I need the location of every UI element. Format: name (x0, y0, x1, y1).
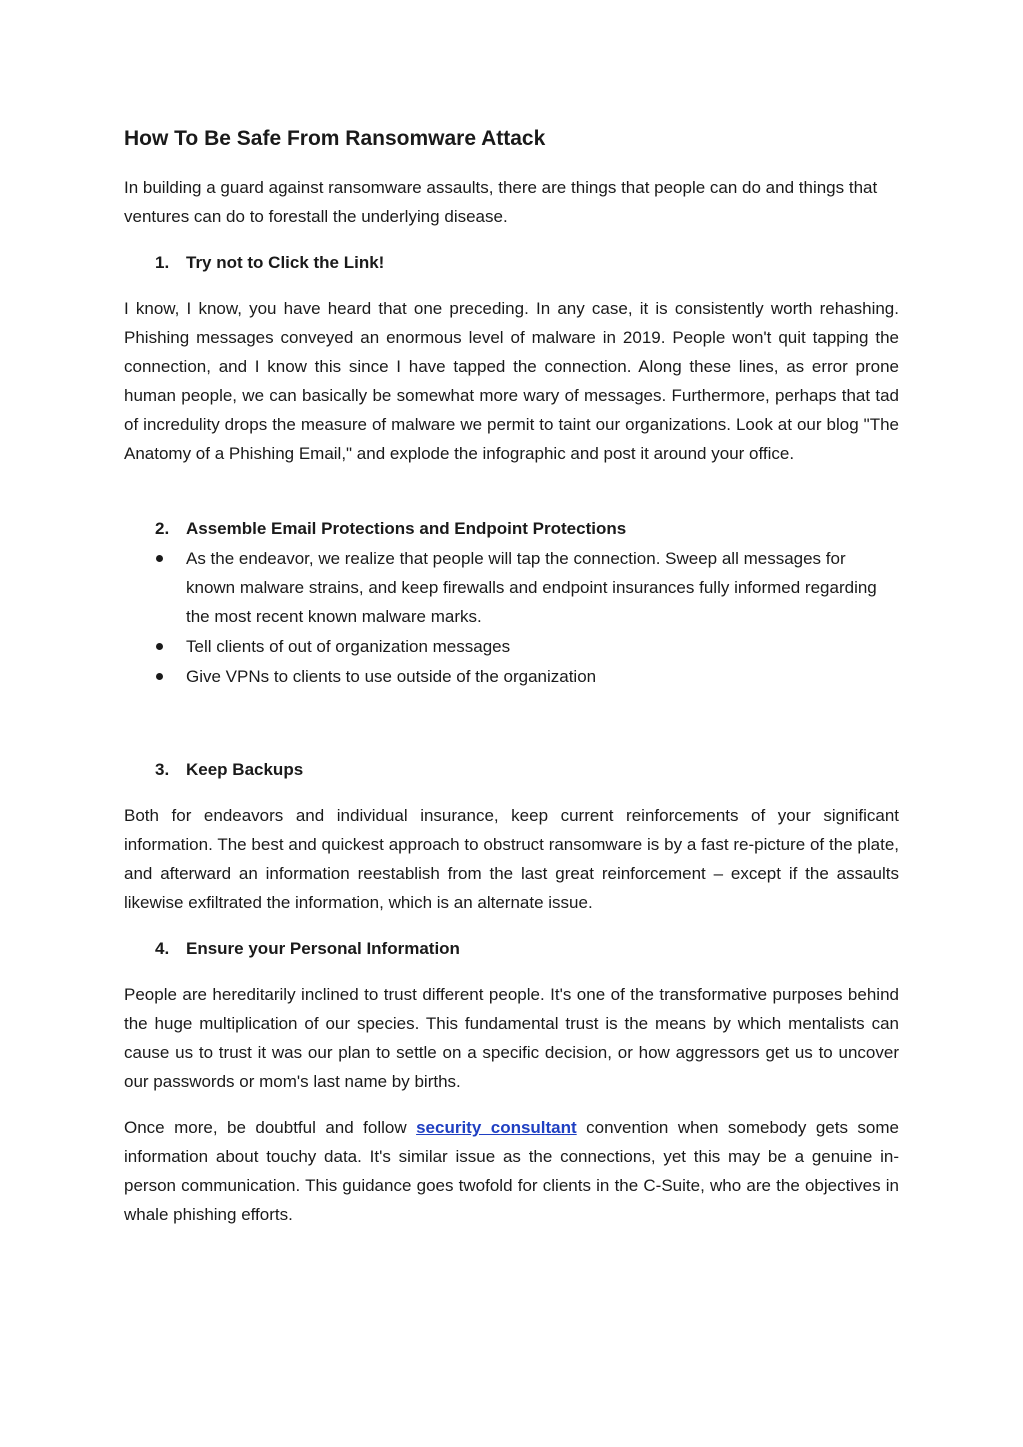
section-1-body: I know, I know, you have heard that one preceding. In any case, it is consistently worth rehashing. Phishing messages conveyed an enormous level of malware in 2019. People won't quit tapping the connection, and I know this since I have tapped the connection. Along these lines, as error prone human people, we can basically be somewhat more wary of messages. Furthermore, perhaps that tad of incredulity drops the measure of malware we permit to taint our organizations. Look at our blog "The Anatomy of a Phishing Email," and explode the infographic and post it around your office. (124, 299, 899, 463)
section-2-title: Assemble Email Protections and Endpoint Protections (186, 519, 627, 538)
list-item (124, 544, 899, 631)
section-4-title: Ensure your Personal Information (186, 939, 460, 958)
section-1-title: Try not to Click the Link! (186, 253, 385, 272)
section-4-closing-paragraph (124, 1113, 899, 1229)
bullet-icon (156, 673, 163, 680)
section-3-title: Keep Backups (186, 760, 304, 779)
list-item (124, 662, 899, 691)
closing-text-after: convention when somebody gets some information about touchy data. It's similar issue as the connections, yet this may be a genuine in-person communication. This guidance goes twofold for clients in the C-Suite, who are the objectives in whale phishing efforts. (124, 1118, 899, 1224)
bullet-text: Tell clients of out of organization messages (186, 637, 511, 656)
bullet-text: As the endeavor, we realize that people will tap the connection. Sweep all messages for known malware strains, and keep firewalls and endpoint insurances fully informed regarding the most recent known malware marks. (186, 549, 877, 626)
section-2-bullet-list (124, 544, 899, 692)
section-1-number: 1. (155, 253, 170, 272)
section-3-number: 3. (155, 760, 170, 779)
section-4-body: People are hereditarily inclined to trust different people. It's one of the transformative purposes behind the huge multiplication of our species. This fundamental trust is the means by which mentalists can cause us to trust it was our plan to settle on a specific decision, or how aggressors get us to uncover our passwords or mom's last name by births. (124, 985, 899, 1091)
intro-paragraph: In building a guard against ransomware assaults, there are things that people can do and things that ventures can do to forestall the underlying disease. (124, 178, 878, 226)
section-4-number: 4. (155, 939, 170, 958)
section-2-number: 2. (155, 519, 170, 538)
section-3-body: Both for endeavors and individual insurance, keep current reinforcements of your significant information. The best and quickest approach to obstruct ransomware is by a fast re-picture of the plate, and afterward an information reestablish from the last great reinforcement – except if the assaults likewise exfiltrated the information, which is an alternate issue. (124, 806, 899, 912)
security-consultant-link[interactable]: security consultant (416, 1118, 577, 1137)
list-item (124, 632, 899, 661)
bullet-icon (156, 643, 163, 650)
bullet-text: Give VPNs to clients to use outside of the organization (186, 667, 597, 686)
page-title: How To Be Safe From Ransomware Attack (124, 127, 546, 150)
closing-text-before: Once more, be doubtful and follow (124, 1118, 417, 1137)
bullet-icon (156, 555, 163, 562)
